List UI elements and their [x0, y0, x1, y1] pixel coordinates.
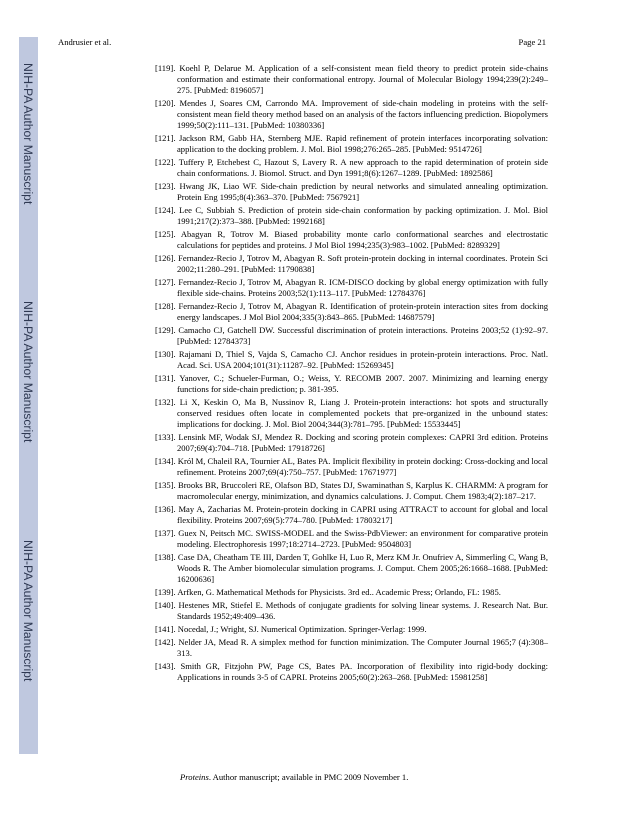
sidebar-label-text: NIH-PA Author Manuscript — [21, 63, 36, 205]
reference-item: [131]. Yanover, C.; Schueler-Furman, O.; Weiss, Y. RECOMB 2007. 2007. Minimizing and learning energy functions for side-chain prediction; p. 381-395. — [155, 373, 548, 394]
reference-item: [133]. Lensink MF, Wodak SJ, Mendez R. Docking and scoring protein complexes: CAPRI 3rd edition. Proteins 2007;69(4):704–718. [PubMed: 17918726] — [155, 432, 548, 453]
page-number: Page 21 — [518, 37, 546, 47]
running-author: Andrusier et al. — [58, 37, 112, 47]
reference-item: [142]. Nelder JA, Mead R. A simplex method for function minimization. The Computer Journal 1965;7 (4):308–313. — [155, 637, 548, 658]
reference-item: [123]. Hwang JK, Liao WF. Side-chain prediction by neural networks and simulated annealing optimization. Protein Eng 1995;8(4):363–370. [PubMed: 7567921] — [155, 181, 548, 202]
reference-item: [124]. Lee C, Subbiah S. Prediction of protein side-chain conformation by packing optimization. J. Mol. Biol 1991;217(2):373–388. [PubMed: 1992168] — [155, 205, 548, 226]
footer-journal: Proteins — [180, 772, 209, 782]
reference-item: [136]. May A, Zacharias M. Protein-protein docking in CAPRI using ATTRACT to account for global and local flexibility. Proteins 2007;69(5):774–780. [PubMed: 17803217] — [155, 504, 548, 525]
reference-item: [137]. Guex N, Peitsch MC. SWISS-MODEL and the Swiss-PdbViewer: an environment for comparative protein modeling. Electrophoresis 1997;18:2714–2723. [PubMed: 9504803] — [155, 528, 548, 549]
reference-item: [143]. Smith GR, Fitzjohn PW, Page CS, Bates PA. Incorporation of flexibility into rigid-body docking: Applications in rounds 3-5 of CAPRI. Proteins 2005;60(2):263–268. [PubMed: 15981258] — [155, 661, 548, 682]
reference-item: [135]. Brooks BR, Bruccoleri RE, Olafson BD, States DJ, Swaminathan S, Karplus K. CHARMM: A program for macromolecular energy, minimization, and dynamics calculations. J. Comput. Chem 1983;4(2):187–217. — [155, 480, 548, 501]
reference-item: [121]. Jackson RM, Gabb HA, Sternberg MJE. Rapid refinement of protein interfaces incorporating solvation: application to the docking problem. J. Mol. Biol 1998;276:265–285. [PubMed: 9514726] — [155, 133, 548, 154]
reference-item: [130]. Rajamani D, Thiel S, Vajda S, Camacho CJ. Anchor residues in protein-protein interactions. Proc. Natl. Acad. Sci. USA 2004;101(31):11287–92. [PubMed: 15269345] — [155, 349, 548, 370]
reference-item: [125]. Abagyan R, Totrov M. Biased probability monte carlo conformational searches and electrostatic calculations for peptides and proteins. J Mol Biol 1994;235(3):983–1002. [PubMed: 8289329] — [155, 229, 548, 250]
reference-item: [140]. Hestenes MR, Stiefel E. Methods of conjugate gradients for solving linear systems. J. Research Nat. Bur. Standards 1952;49:409–436. — [155, 600, 548, 621]
reference-item: [127]. Fernandez-Recio J, Totrov M, Abagyan R. ICM-DISCO docking by global energy optimization with fully flexible side-chains. Proteins 2003;52(1):113–117. [PubMed: 12784376] — [155, 277, 548, 298]
reference-item: [126]. Fernandez-Recio J, Totrov M, Abagyan R. Soft protein-protein docking in internal coordinates. Protein Sci 2002;11:280–291. [PubMed: 11790838] — [155, 253, 548, 274]
reference-item: [128]. Fernandez-Recio J, Totrov M, Abagyan R. Identification of protein-protein interaction sites from docking energy landscapes. J Mol Biol 2004;335(3):843–865. [PubMed: 14687579] — [155, 301, 548, 322]
footer-availability: . Author manuscript; available in PMC 2009 November 1. — [208, 772, 409, 782]
reference-item: [138]. Case DA, Cheatham TE III, Darden T, Gohlke H, Luo R, Merz KM Jr. Onufriev A, Simmerling C, Wang B, Woods R. The Amber biomolecular simulation programs. J. Comput. Chem 2005;26:1668–1688. [PubMed: 16200636] — [155, 552, 548, 584]
sidebar-label-text: NIH-PA Author Manuscript — [21, 540, 36, 682]
sidebar-label-text: NIH-PA Author Manuscript — [21, 301, 36, 443]
reference-item: [120]. Mendes J, Soares CM, Carrondo MA. Improvement of side-chain modeling in proteins with the self-consistent mean field theory method based on an analysis of the factors influencing prediction. Biopolymers 1999;50(2):111–131. [PubMed: 10380336] — [155, 98, 548, 130]
reference-item: [141]. Nocedal, J.; Wright, SJ. Numerical Optimization. Springer-Verlag: 1999. — [155, 624, 427, 634]
reference-item: [134]. Król M, Chaleil RA, Tournier AL, Bates PA. Implicit flexibility in protein docking: Cross-docking and local refinement. Proteins 2007;69(4):750–757. [PubMed: 17671977] — [155, 456, 548, 477]
reference-item: [129]. Camacho CJ, Gatchell DW. Successful discrimination of protein interactions. Proteins 2003;52 (1):92–97. [PubMed: 12784373] — [155, 325, 548, 346]
reference-item: [132]. Li X, Keskin O, Ma B, Nussinov R, Liang J. Protein-protein interactions: hot spots and structurally conserved residues often locate in complemented pockets that pre-organized in the unbound states: implications for docking. J. Mol. Biol 2004;344(3):781–795. [PubMed: 15533445] — [155, 397, 548, 429]
reference-item: [119]. Koehl P, Delarue M. Application of a self-consistent mean field theory to predict protein side-chains conformation and estimate their conformational entropy. Journal of Molecular Biology 1994;239(2):249–275. [PubMed: 8196057] — [155, 63, 548, 95]
reference-list — [155, 63, 548, 683]
manuscript-footer — [180, 773, 440, 782]
reference-item: [122]. Tuffery P, Etchebest C, Hazout S, Lavery R. A new approach to the rapid determination of protein side chain conformations. J. Biomol. Struct. and Dyn 1991;8(6):1267–1289. [PubMed: 1892586] — [155, 157, 548, 178]
reference-item: [139]. Arfken, G. Mathematical Methods for Physicists. 3rd ed.. Academic Press; Orlando, FL: 1985. — [155, 587, 501, 597]
